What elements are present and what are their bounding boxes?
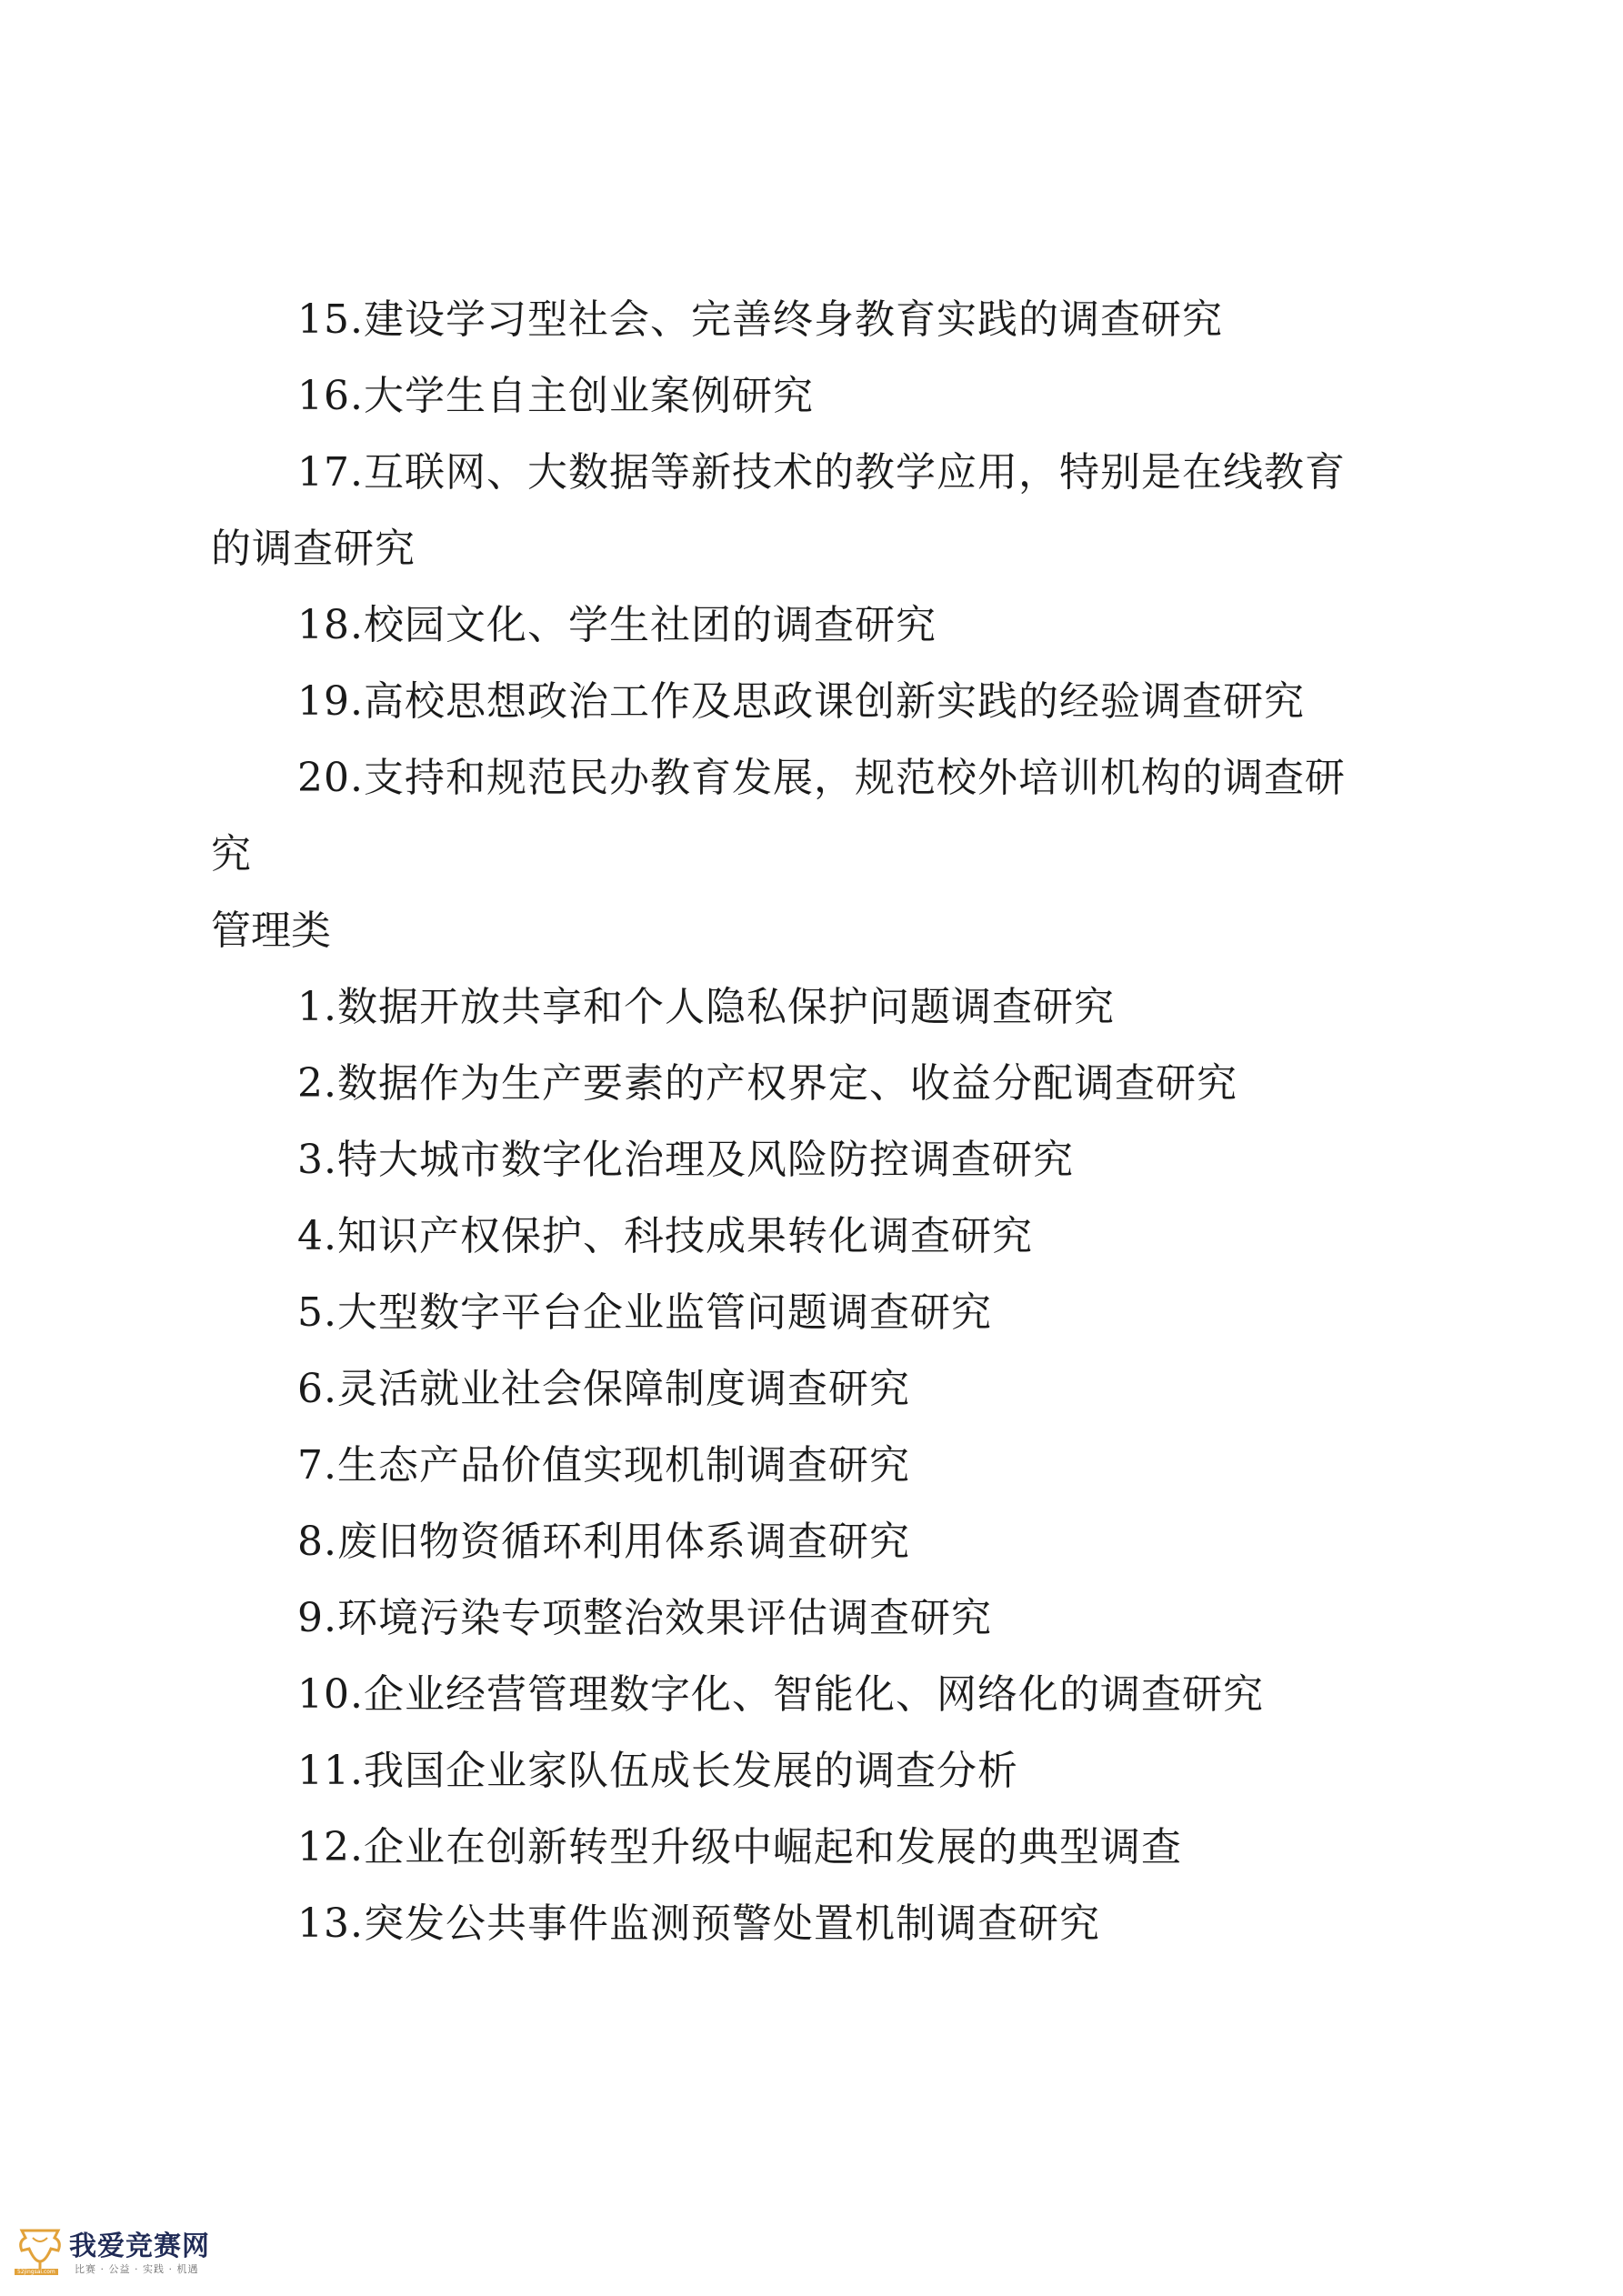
item-number: 8. [297,1519,337,1565]
list-item [211,1580,1429,1657]
item-number: 11. [297,1748,364,1794]
item-text: 数据开放共享和个人隐私保护问题调查研究 [336,984,1115,1030]
item-number: 17. [297,449,364,496]
list-item [211,282,1429,358]
list-item [211,1275,1429,1351]
list-item [211,1886,1429,1962]
item-text: 知识产权保护、科技成果转化调查研究 [336,1213,1033,1259]
item-number: 13. [297,1900,364,1947]
item-text: 废旧物资循环利用体系调查研究 [336,1519,910,1565]
list-item [211,664,1429,740]
item-text: 环境污染专项整治效果评估调查研究 [336,1595,992,1641]
item-number: 10. [297,1671,364,1718]
list-item [211,1657,1429,1733]
item-text: 突发公共事件监测预警处置机制调查研究 [363,1900,1100,1947]
item-text: 支持和规范民办教育发展，规范校外培训机构的调查研 [363,755,1346,801]
list-item [211,1504,1429,1580]
list-item [211,1351,1429,1428]
item-number: 3. [297,1137,337,1183]
item-text: 大学生自主创业案例研究 [363,373,814,419]
item-text: 建设学习型社会、完善终身教育实践的调查研究 [363,296,1223,343]
list-item [211,358,1429,435]
item-number: 16. [297,373,364,419]
item-number: 1. [297,984,337,1030]
list-item [211,1122,1429,1198]
list-item [211,435,1429,587]
item-text: 高校思想政治工作及思政课创新实践的经验调查研究 [363,678,1305,725]
footer-logo[interactable] [15,2223,233,2287]
list-item [211,969,1429,1046]
item-number: 6. [297,1366,337,1412]
list-item [211,740,1429,893]
list-item [211,587,1429,664]
item-text: 企业在创新转型升级中崛起和发展的典型调查 [363,1824,1182,1870]
list-item [211,1198,1429,1275]
item-number: 12. [297,1824,364,1870]
item-text: 企业经营管理数字化、智能化、网络化的调查研究 [363,1671,1264,1718]
item-continuation: 的调查研究 [211,526,416,572]
item-text: 互联网、大数据等新技术的教学应用，特别是在线教育 [363,449,1346,496]
item-text: 我国企业家队伍成长发展的调查分析 [363,1748,1018,1794]
item-continuation: 究 [211,831,252,877]
item-number: 5. [297,1289,337,1336]
item-text: 数据作为生产要素的产权界定、收益分配调查研究 [336,1060,1237,1107]
item-number: 18. [297,602,364,648]
document-body [211,282,1429,1962]
list-item [211,1428,1429,1504]
section-heading: 管理类 [211,907,331,954]
item-number: 7. [297,1442,337,1489]
item-text: 生态产品价值实现机制调查研究 [336,1442,910,1489]
item-number: 9. [297,1595,337,1641]
item-text: 灵活就业社会保障制度调查研究 [336,1366,910,1412]
logo-tagline: 比赛 · 公益 · 实践 · 机遇 [75,2263,199,2275]
item-text: 特大城市数字化治理及风险防控调查研究 [336,1137,1074,1183]
logo-text: 我爱竞赛网 [69,2231,210,2262]
item-number: 4. [297,1213,337,1259]
item-number: 15. [297,296,364,343]
item-number: 20. [297,755,364,801]
item-text: 大型数字平台企业监管问题调查研究 [336,1289,992,1336]
logo-url: 52jingsai.com [15,2269,58,2275]
item-text: 校园文化、学生社团的调查研究 [363,602,937,648]
item-number: 2. [297,1060,337,1107]
list-item [211,1733,1429,1810]
list-item [211,1810,1429,1886]
item-number: 19. [297,678,364,725]
list-item [211,1046,1429,1122]
